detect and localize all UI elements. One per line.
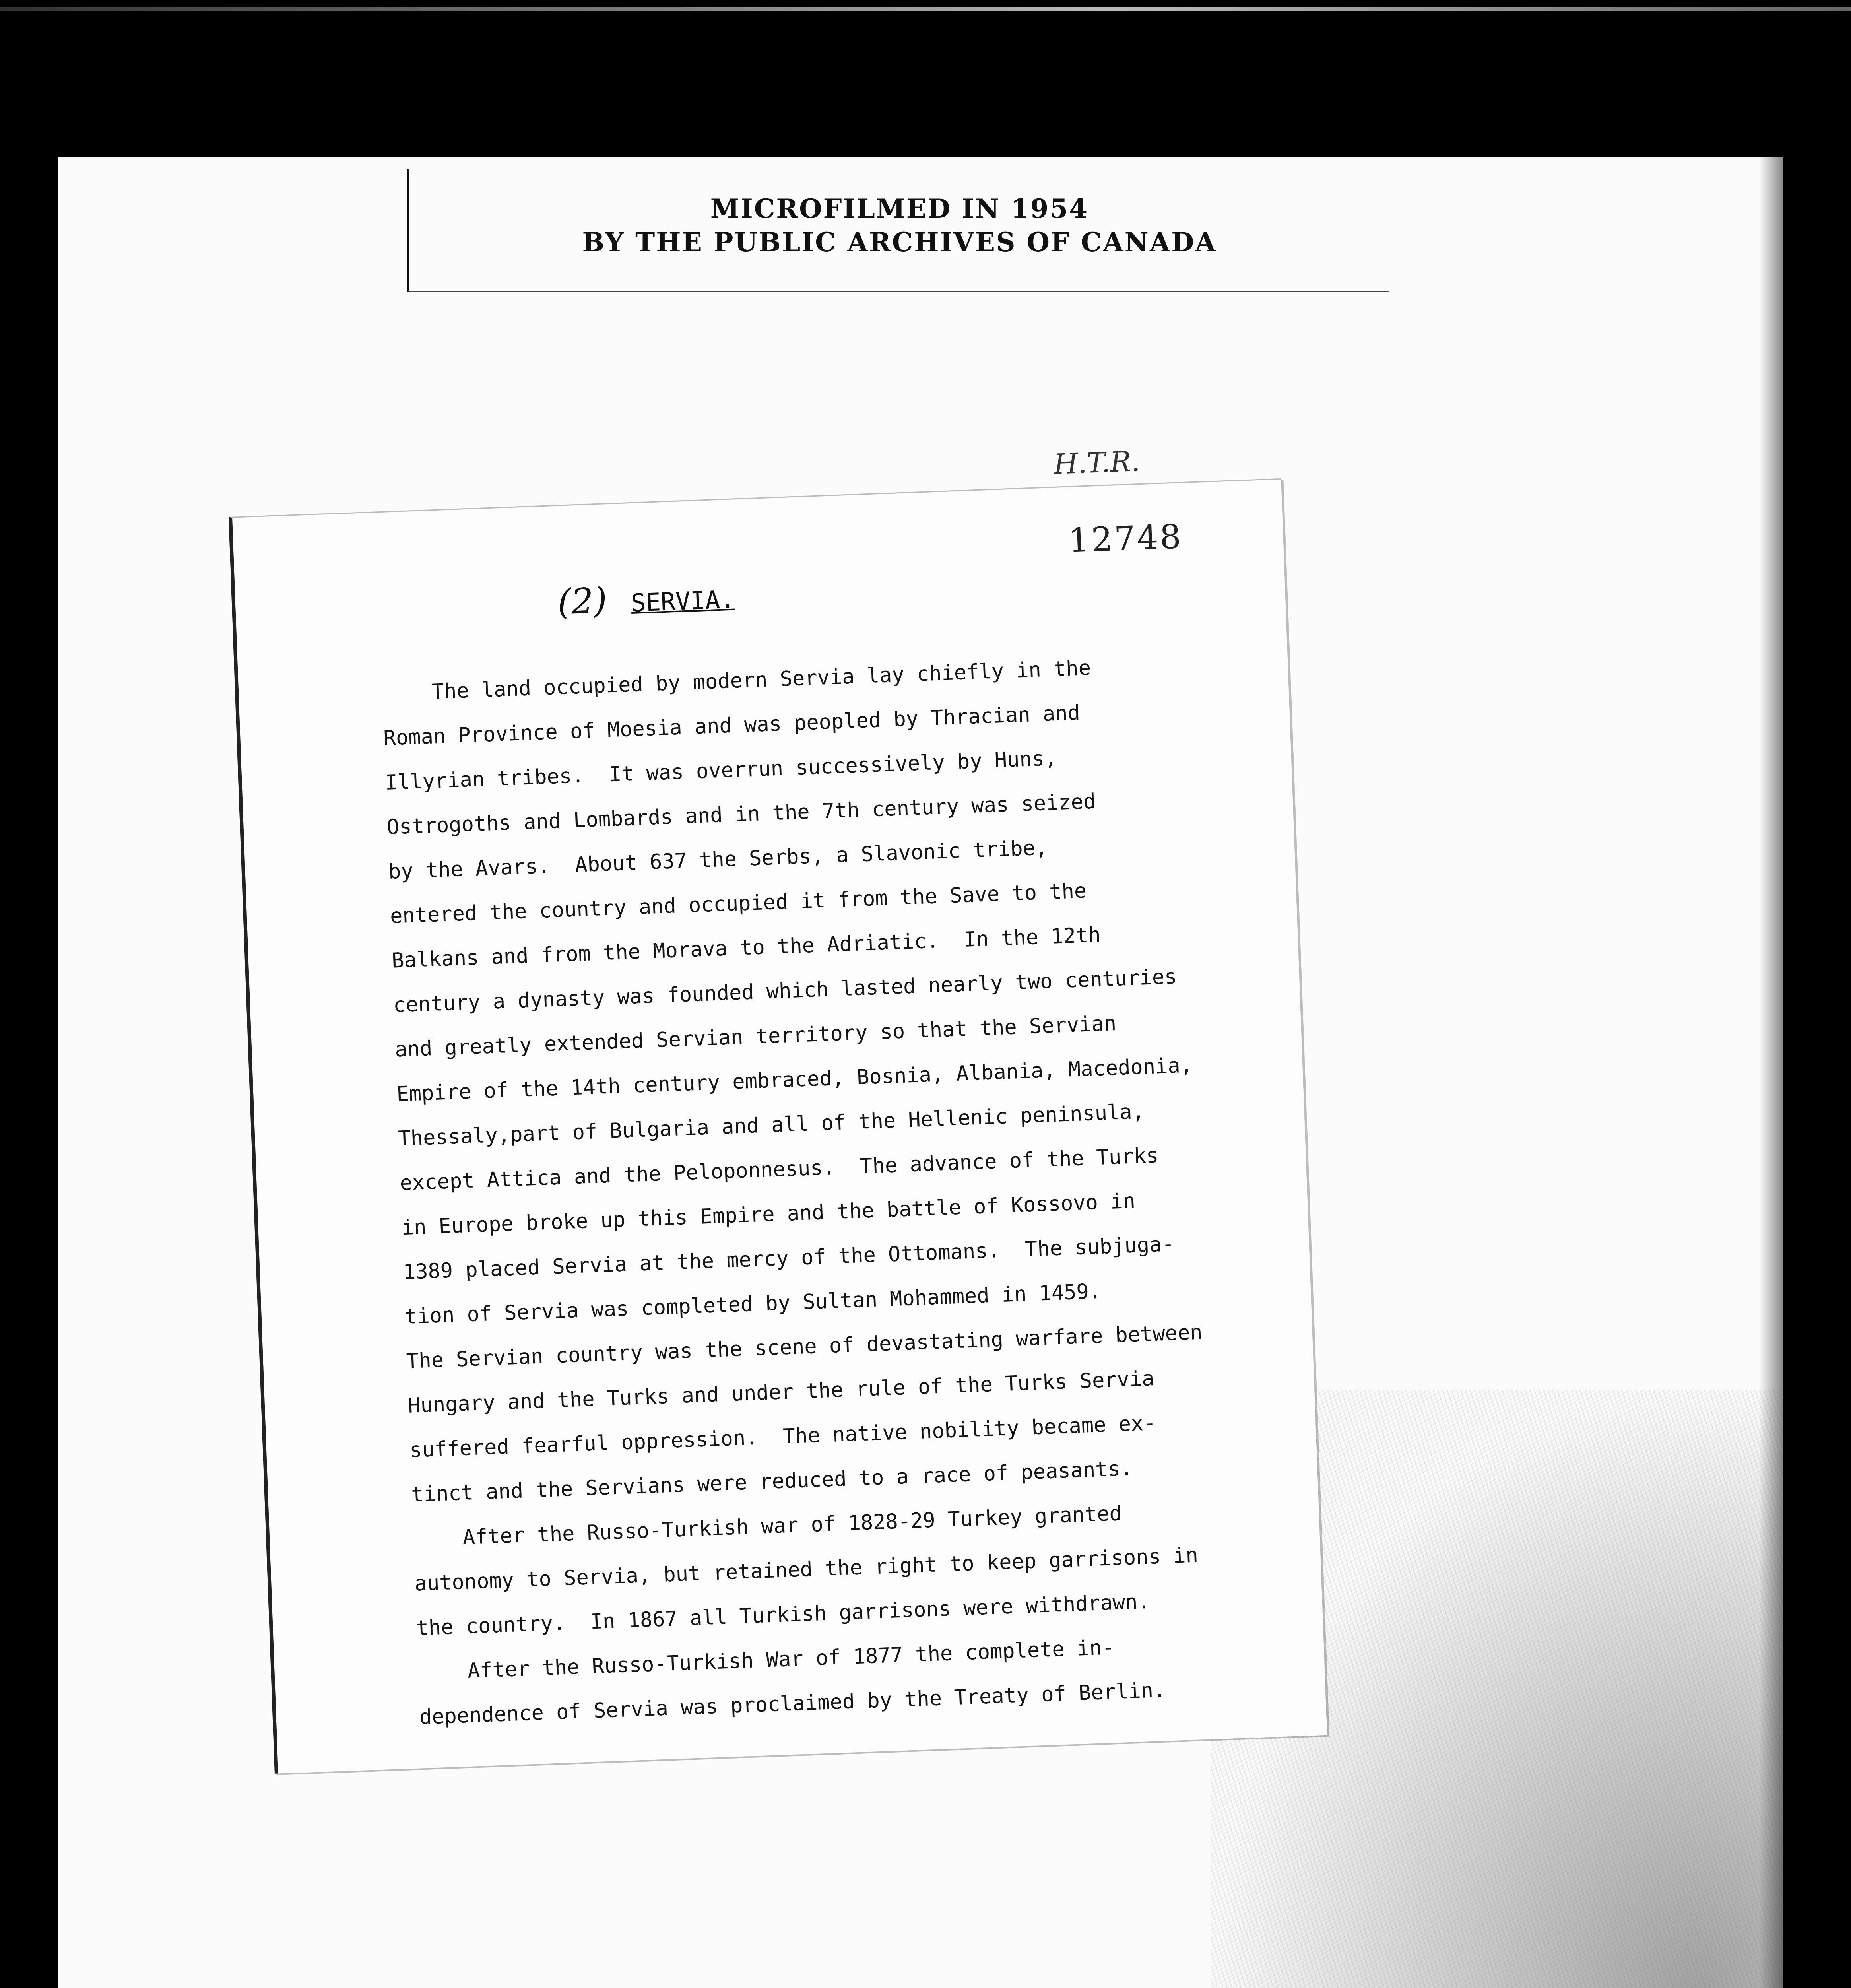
memo-line: Thessaly,part of Bulgaria and all of the Hellenic peninsula, — [398, 1099, 1145, 1151]
microfilm-stamp — [407, 169, 1389, 292]
memo-line: The land occupied by modern Servia lay chiefly in the — [381, 656, 1091, 706]
memo-title: SERVIA. — [630, 584, 735, 618]
memo-heading — [557, 575, 735, 623]
memo-line: except Attica and the Peloponnesus. The advance of the Turks — [399, 1143, 1159, 1196]
stamp-line-1: MICROFILMED IN 1954 — [710, 193, 1089, 224]
memo-line: After the Russo-Turkish War of 1877 the complete in- — [417, 1635, 1115, 1685]
memo-line: autonomy to Servia, but retained the right to keep garrisons in — [414, 1543, 1199, 1596]
memo-line: Hungary and the Turks and under the rule of the Turks Servia — [407, 1367, 1155, 1418]
memo-line: 1389 placed Servia at the mercy of the Ottomans. The subjuga- — [402, 1232, 1175, 1285]
memo-line: century a dynasty was founded which lasted nearly two centuries — [393, 965, 1178, 1017]
memo-line: Empire of the 14th century embraced, Bosnia, Albania, Macedonia, — [396, 1053, 1193, 1107]
memo-line: Ostrogoths and Lombards and in the 7th century was seized — [386, 789, 1096, 839]
typed-memo-sheet — [229, 445, 1327, 1774]
memo-line: Illyrian tribes. It was overrun successively by Huns, — [384, 746, 1057, 795]
memo-line: Balkans and from the Morava to the Adriatic. In the 12th — [391, 923, 1101, 973]
memo-line: entered the country and occupied it from the Save to the — [389, 879, 1087, 928]
memo-line: tinct and the Servians were reduced to a race of peasants. — [411, 1456, 1133, 1507]
document-number: 12748 — [1067, 517, 1184, 560]
film-edge — [0, 7, 1851, 11]
memo-line: dependence of Servia was proclaimed by the Treaty of Berlin. — [419, 1678, 1166, 1730]
stamp-line-2: BY THE PUBLIC ARCHIVES OF CANADA — [582, 227, 1217, 258]
memo-line: tion of Servia was completed by Sultan Mohammed in 1459. — [404, 1279, 1102, 1329]
memo-line: in Europe broke up this Empire and the battle of Kossovo in — [401, 1189, 1136, 1240]
memo-line: suffered fearful oppression. The native nobility became ex- — [409, 1411, 1156, 1462]
scan-edge-shadow — [1759, 157, 1783, 1988]
memo-line: and greatly extended Servian territory so that the Servian — [394, 1011, 1117, 1062]
memo-body — [381, 640, 1294, 1740]
memo-line: Roman Province of Moesia and was peopled by Thracian and — [383, 701, 1081, 751]
memo-line: the country. In 1867 all Turkish garrisons were withdrawn. — [415, 1589, 1151, 1640]
handwritten-initials: H.T.R. — [1053, 445, 1141, 481]
memo-line: by the Avars. About 637 the Serbs, a Slavonic tribe, — [388, 836, 1048, 884]
section-number: (2) — [557, 580, 608, 623]
memo-line: The Servian country was the scene of devastating warfare between — [406, 1320, 1203, 1374]
memo-line: After the Russo-Turkish war of 1828-29 Turkey granted — [412, 1501, 1122, 1551]
